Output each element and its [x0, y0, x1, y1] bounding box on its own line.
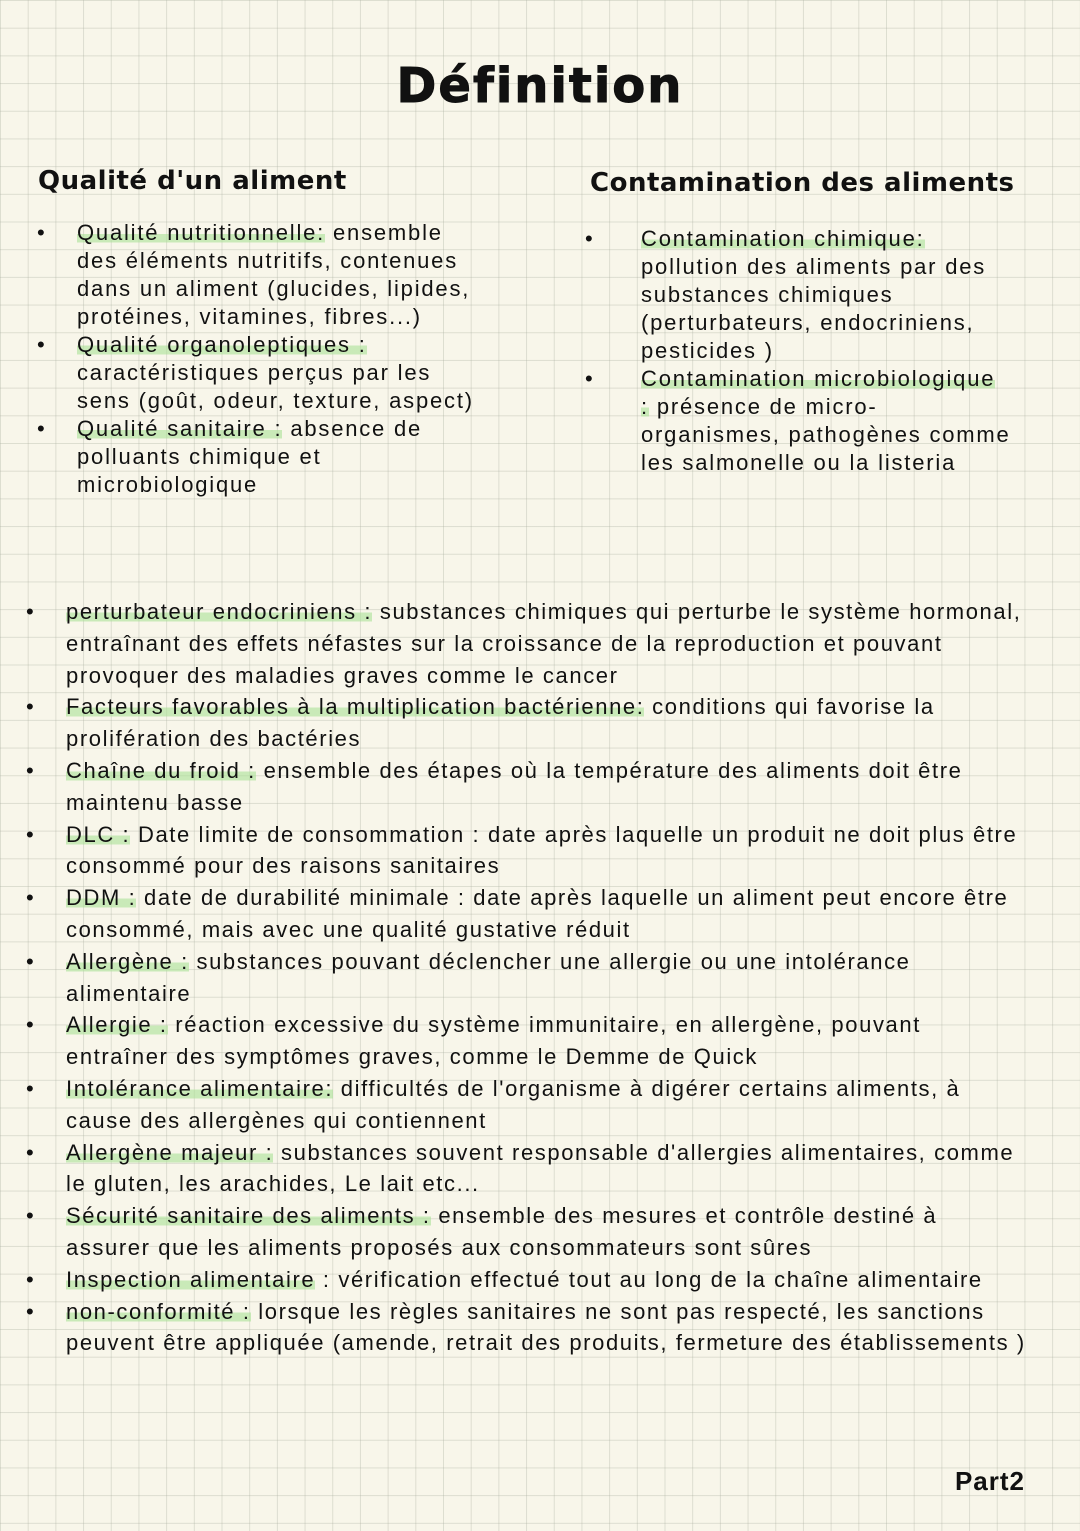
definition-item: [585, 225, 1011, 365]
definition-text: ensemble des éléments nutritifs, contenues dans un aliment (glucides, lipides, protéines, vitamines, fibres...): [77, 220, 471, 329]
bullet-icon: •: [26, 1298, 36, 1324]
definition-term: non-conformité :: [66, 1298, 251, 1324]
definition-item: [26, 755, 1026, 819]
bullet-icon: •: [26, 821, 36, 847]
definition-term: Sécurité sanitaire des aliments :: [66, 1203, 431, 1229]
contamination-list: [585, 225, 1011, 477]
definition-text: date de durabilité minimale : date après laquelle un aliment peut encore être consommé, mais avec une qualité gustative réduit: [66, 885, 1009, 942]
definition-term: Qualité sanitaire :: [77, 416, 283, 441]
definition-term: Allergène majeur :: [66, 1139, 274, 1165]
definition-text: substances souvent responsable d'allergies alimentaires, comme le gluten, les arachides, Le lait etc...: [66, 1139, 1015, 1197]
bullet-icon: •: [26, 1203, 36, 1229]
definition-text: : vérification effectué tout au long de la chaîne alimentaire: [315, 1266, 983, 1292]
definition-term: Facteurs favorables à la multiplication bactérienne:: [66, 694, 645, 720]
bullet-icon: •: [26, 948, 36, 974]
bullet-icon: •: [585, 366, 595, 391]
definition-text: ensemble des étapes où la température des aliments doit être maintenu basse: [66, 757, 963, 815]
definition-item: [26, 596, 1026, 691]
definition-text: difficultés de l'organisme à digérer certains aliments, à cause des allergènes qui contiennent: [66, 1075, 961, 1133]
definition-text: Date limite de consommation : date après laquelle un produit ne doit plus être consommé pour des raisons sanitaires: [66, 821, 1018, 879]
definition-term: Inspection alimentaire: [66, 1266, 316, 1292]
bullet-icon: •: [37, 332, 47, 357]
definition-text: conditions qui favorise la prolifération des bactéries: [66, 694, 935, 752]
definition-item: [26, 946, 1026, 1010]
bullet-icon: •: [26, 599, 36, 624]
definition-text: réaction excessive du système immunitaire, en allergène, pouvant entraîner des symptômes graves, comme le Demme de Quick: [66, 1012, 921, 1070]
definition-text: ensemble des mesures et contrôle destiné à assurer que les aliments proposés aux consommateurs sont sûres: [66, 1203, 938, 1260]
bullet-icon: •: [26, 1266, 36, 1292]
bullet-icon: •: [37, 416, 47, 441]
definitions-list: [26, 596, 1026, 1359]
definition-text: pollution des aliments par des substances chimiques (perturbateurs, endocriniens, pesticides ): [641, 254, 987, 363]
definition-term: Allergène :: [66, 948, 189, 974]
definition-text: substances chimiques qui perturbe le système hormonal, entraînant des effets néfastes sur la croissance de la reproduction et pouvant provoquer des maladies graves comme le cancer: [66, 599, 1022, 688]
definition-item: [37, 331, 477, 415]
definition-text: présence de micro-organismes, pathogènes comme les salmonelle ou la listeria: [641, 394, 1011, 475]
definition-item: [26, 1296, 1026, 1360]
right-heading: Contamination des aliments: [590, 168, 1015, 198]
definition-item: [26, 691, 1026, 755]
definition-term: Intolérance alimentaire:: [66, 1075, 334, 1101]
definition-text: substances pouvant déclencher une allergie ou une intolérance alimentaire: [66, 948, 911, 1006]
bullet-icon: •: [26, 1075, 36, 1101]
bullet-icon: •: [26, 885, 36, 911]
definition-text: caractéristiques perçus par les sens (goût, odeur, texture, aspect): [77, 360, 474, 413]
definition-term: DLC :: [66, 821, 131, 847]
definition-text: absence de polluants chimique et microbiologique: [77, 416, 423, 497]
definition-term: perturbateur endocriniens :: [66, 599, 373, 624]
bullet-icon: •: [37, 220, 47, 245]
bullet-icon: •: [585, 226, 595, 251]
definition-item: [26, 882, 1026, 946]
page-footer: Part2: [954, 1466, 1025, 1496]
definition-item: [26, 819, 1026, 883]
definition-item: [26, 1264, 1026, 1296]
quality-list: [37, 219, 477, 499]
definition-term: Allergie :: [66, 1012, 168, 1038]
definition-item: [26, 1200, 1026, 1264]
page-title: Définition: [396, 58, 684, 114]
definition-text: lorsque les règles sanitaires ne sont pas respecté, les sanctions peuvent être appliquée (amende, retrait des produits, fermeture des établissements ): [66, 1298, 1026, 1356]
definition-term: Qualité nutritionnelle:: [77, 220, 326, 245]
bullet-icon: •: [26, 757, 36, 783]
definition-item: [37, 219, 477, 331]
definition-term: Qualité organoleptiques :: [77, 332, 367, 357]
definition-term: Contamination microbiologique :: [641, 366, 996, 419]
definition-term: Chaîne du froid :: [66, 757, 256, 783]
definition-item: [585, 365, 1011, 477]
definition-term: Contamination chimique:: [641, 226, 925, 251]
bullet-icon: •: [26, 1139, 36, 1165]
definition-item: [26, 1009, 1026, 1073]
definition-item: [26, 1137, 1026, 1201]
left-heading: Qualité d'un aliment: [38, 166, 347, 196]
bullet-icon: •: [26, 1012, 36, 1038]
bullet-icon: •: [26, 694, 36, 720]
definition-item: [26, 1073, 1026, 1137]
definition-item: [37, 415, 477, 499]
definition-term: DDM :: [66, 885, 137, 911]
